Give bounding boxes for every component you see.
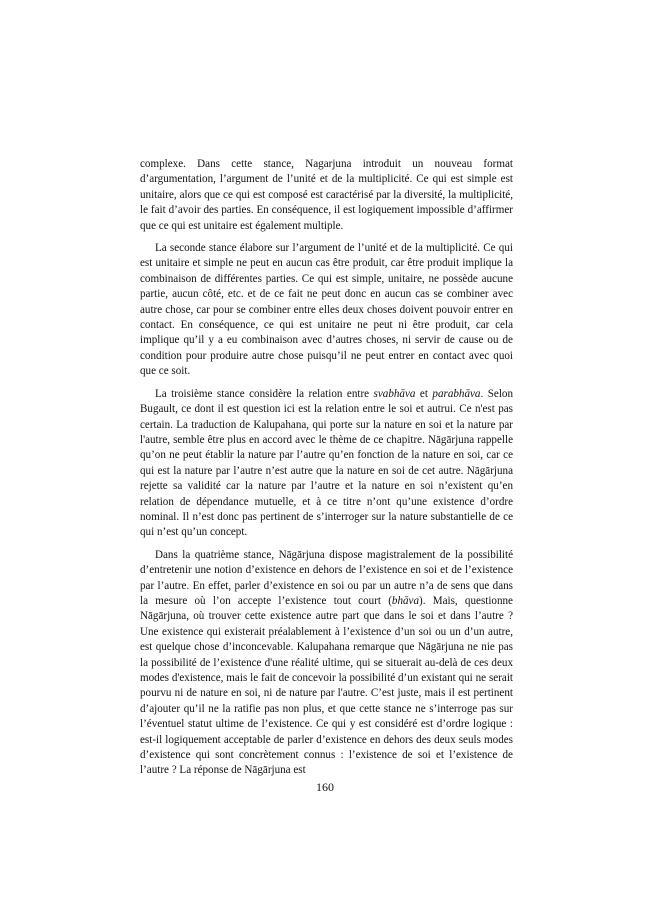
paragraph-2	[140, 241, 513, 380]
text-run: et	[415, 387, 433, 400]
text-run: La troisième stance considère la relation entre	[155, 387, 374, 400]
page-number: 160	[316, 780, 334, 794]
paragraph-3	[140, 387, 513, 541]
italic-term: svabhāva	[373, 387, 416, 400]
body-text	[140, 157, 513, 779]
paragraph-1	[140, 157, 513, 234]
italic-term: parabhāva	[432, 387, 481, 400]
text-run: Dans la quatrième stance, Nāgārjuna dispose magistralement de la possibilité d’entretenir une notion d’existence en dehors de l’existence en soi et de l’existence par l’autre. En effet, parler d’existence en soi ou par un autre n’a de sens que dans la mesure où l’on accepte l’existence tout court (	[140, 548, 513, 607]
text-run: ). Mais, questionne Nāgārjuna, où trouver cette existence autre part que dans le soi et dans l’autre ? Une existence qui existerait préalablement à l’existence d’un soi ou un d’un autre, est quelque chose d’inconcevable. Kalupahana remarque que Nāgārjuna ne nie pas la possibilité de l’existence d'une réalité ultime, qui se situerait au-delà de ces deux modes d'existence, mais le fait de concevoir la possibilité d’un existant qui ne serait pourvu ni de nature en soi, ni de nature par l'autre. C’est juste, mais il est pertinent d’ajouter qu’il ne la ratifie pas non plus, et que cette stance ne s’interroge pas sur l’éventuel statut ultime de l’existence. Ce qui y est considéré est d’ordre logique : est-il logiquement acceptable de parler d’existence en dehors des deux seuls modes d’existence qui sont concrètement connus : l’existence de soi et l’existence de l’autre ? La réponse de Nāgārjuna est	[140, 594, 513, 777]
text-run: complexe. Dans cette stance, Nagarjuna introduit un nouveau format d’argumentation, l’argument de l’unité et de la multiplicité. Ce qui est simple est unitaire, alors que ce qui est composé est caractérisé par la diversité, la multiplicité, le fait d’avoir des parties. En conséquence, il est logiquement impossible d’affirmer que ce qui est unitaire est également multiple.	[140, 158, 513, 232]
italic-term: bhāva	[391, 594, 420, 607]
text-run: La seconde stance élabore sur l’argument de l’unité et de la multiplicité. Ce qui est unitaire et simple ne peut en aucun cas être produit, car être produit implique la combinaison de différentes parties. Ce qui est simple, unitaire, ne possède aucune partie, aucun côté, etc. et de ce fait ne peut donc en aucun cas se combiner avec autre chose, car pour se combiner entre elles deux choses doivent pouvoir entrer en contact. En conséquence, ce qui est unitaire ne peut ni être produit, car cela implique qu’il y a eu combinaison avec d’autres choses, ni servir de cause ou de condition pour produire autre chose puisqu’il ne peut entrer en contact avec quoi que ce soit.	[140, 242, 513, 378]
text-run: . Selon Bugault, ce dont il est question ici est la relation entre le soi et autrui. Ce n'est pas certain. La traduction de Kalupahana, qui porte sur la nature en soi et la nature par l'autre, semble être plus en accord avec le thème de ce chapitre. Nāgārjuna rappelle qu’on ne peut établir la nature par l’autre qu’en fonction de la nature en soi, car ce qui est la nature par l’autre n’est autre que la nature en soi de cet autre. Nāgārjuna rejette sa validité car la nature par l’autre et la nature en soi n’existent qu’en relation de dépendance mutuelle, et à ce titre n’ont qu’une existence d’ordre nominal. Il n’est donc pas pertinent de s’interroger sur la nature substantielle de ce qui n’est qu’un concept.	[140, 387, 513, 539]
paragraph-4	[140, 548, 513, 779]
